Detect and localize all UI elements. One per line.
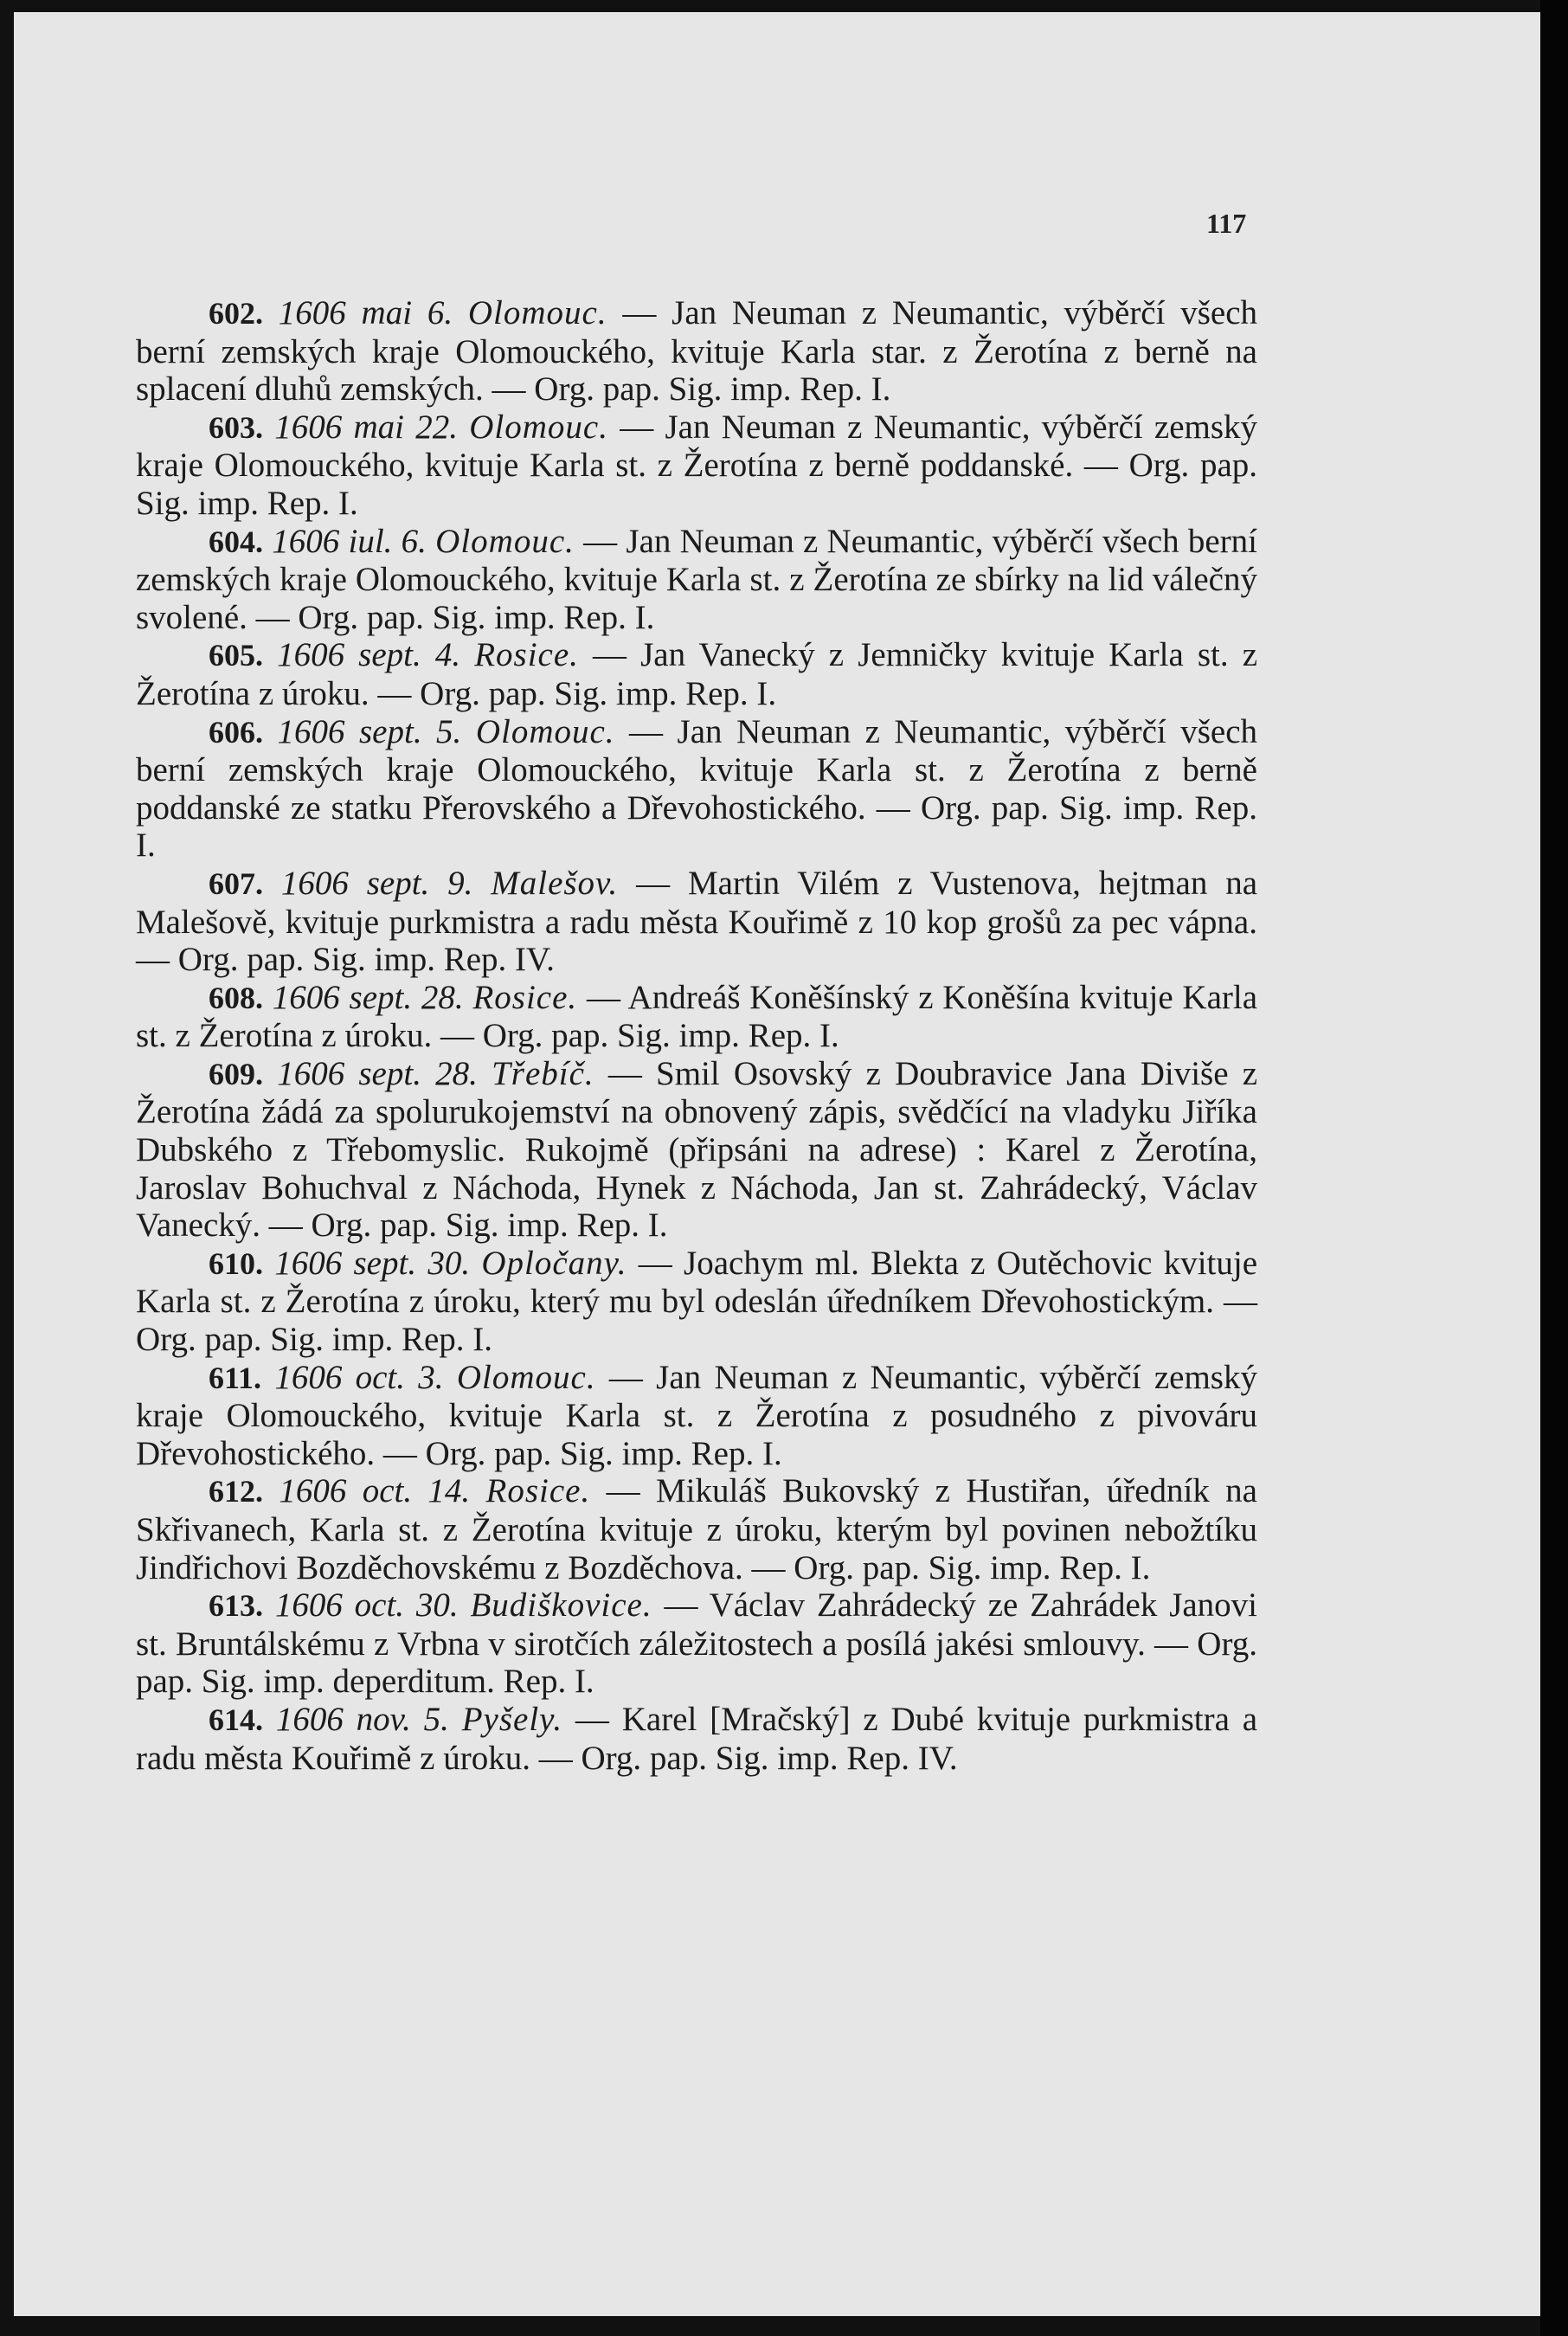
- entry-text: — Jan Neuman z Neumantic, výběrčí všech berní zemských kraje Olomouckého, kvituje Karla st. z Žerotína ze sbírky na lid válečný svolené. — Org. pap. Sig. imp. Rep. I.: [136, 522, 1258, 636]
- entry-date: 1606 oct. 3.: [274, 1358, 444, 1396]
- entry-number: 611.: [209, 1360, 262, 1395]
- entry-609: [136, 1055, 1257, 1245]
- entry-603: [136, 409, 1257, 523]
- entry-text: — Andreáš Koněšínský z Koněšína kvituje Karla st. z Žerotína z úroku. — Org. pap. Sig. imp. Rep. I.: [136, 978, 1258, 1055]
- entry-number: 610.: [209, 1245, 263, 1281]
- entry-date: 1606 oct. 14.: [279, 1472, 471, 1510]
- entry-date: 1606 sept. 28.: [272, 978, 464, 1016]
- entry-number: 605.: [209, 638, 263, 673]
- entry-date: 1606 sept. 5.: [277, 712, 462, 750]
- entry-date: 1606 mai 6.: [278, 294, 453, 331]
- entry-number: 612.: [209, 1474, 263, 1509]
- entry-place: Olomouc.: [467, 294, 607, 331]
- entry-date: 1606 sept. 4.: [277, 636, 461, 674]
- entry-number: 603.: [209, 409, 263, 445]
- entry-614: [136, 1701, 1257, 1777]
- entry-613: [136, 1586, 1257, 1701]
- entry-number: 608.: [209, 980, 263, 1015]
- entry-610: [136, 1245, 1257, 1359]
- entry-text: — Martin Vilém z Vustenova, hejtman na Malešově, kvituje purkmistra a radu města Kouřimě z 10 kop grošů za pec vápna. — Org. pap. Sig. imp. Rep. IV.: [136, 864, 1258, 979]
- entry-text: — Smil Osovský z Doubravice Jana Diviše z Žerotína žádá za spolurukojemství na obnovený zápis, svědčící na vladyku Jiříka Dubského z Třebomyslic. Rukojmě (připsáni na adrese) : Karel z Žerotína, Jaroslav Bohuchval z Náchoda, Hynek z Náchoda, Jan st. Zahrádecký, Václav Vanecký. — Org. pap. Sig. imp. Rep. I.: [136, 1054, 1258, 1245]
- entry-text: — Jan Neuman z Neumantic, výběrčí všech berní zemských kraje Olomouckého, kvituje Karla star. z Žerotína z berně na splacení dluhů zemských. — Org. pap. Sig. imp. Rep. I.: [136, 294, 1258, 409]
- entry-date: 1606 sept. 9.: [280, 864, 473, 902]
- entry-place: Opločany.: [481, 1244, 627, 1282]
- entry-text: — Mikuláš Bukovský z Hustiřan, úředník na Skřivanech, Karla st. z Žerotína kvituje z úroku, kterým byl povinen nebožtíku Jindřichovi Bozděchovskému z Bozděchova. — Org. pap. Sig. imp. Rep. I.: [136, 1472, 1257, 1586]
- entry-place: Třebíč.: [492, 1054, 594, 1092]
- entry-text: — Jan Vanecký z Jemničky kvituje Karla st. z Žerotína z úroku. — Org. pap. Sig. imp. Rep. I.: [136, 636, 1258, 712]
- entry-number: 607.: [209, 866, 263, 901]
- entry-606: [136, 713, 1257, 865]
- entry-place: Olomouc.: [469, 408, 608, 446]
- entry-place: Olomouc.: [475, 712, 615, 750]
- entry-place: Rosice.: [474, 636, 579, 674]
- entry-place: Pyšely.: [461, 1700, 563, 1738]
- page-number: 117: [1206, 208, 1247, 239]
- entry-612: [136, 1472, 1257, 1586]
- entry-text: — Karel [Mračský] z Dubé kvituje purkmistra a radu města Kouřimě z úroku. — Org. pap. Sig. imp. Rep. IV.: [136, 1700, 1258, 1777]
- entry-date: 1606 sept. 30.: [274, 1244, 471, 1282]
- entry-place: Olomouc.: [456, 1358, 596, 1396]
- entry-number: 614.: [209, 1702, 263, 1737]
- entry-text: — Jan Neuman z Neumantic, výběrčí všech berní zemských kraje Olomouckého, kvituje Karla st. z Žerotína z berně poddanské ze statku Přerovského a Dřevohostického. — Org. pap. Sig. imp. Rep. I.: [136, 712, 1258, 865]
- entry-text: — Joachym ml. Blekta z Outěchovic kvituje Karla st. z Žerotína z úroku, který mu byl odeslán úředníkem Dřevohostickým. — Org. pap. Sig. imp. Rep. I.: [136, 1244, 1258, 1359]
- entry-place: Malešov.: [491, 864, 619, 902]
- entry-number: 609.: [209, 1056, 263, 1091]
- entry-607: [136, 865, 1257, 979]
- entry-text: — Jan Neuman z Neumantic, výběrčí zemský kraje Olomouckého, kvituje Karla st. z Žerotína z berně poddanské. — Org. pap. Sig. imp. Rep. I.: [136, 408, 1258, 522]
- entry-number: 602.: [209, 296, 263, 331]
- entry-date: 1606 mai 22.: [274, 408, 458, 446]
- entry-602: [136, 294, 1257, 409]
- entry-text: — Václav Zahrádecký ze Zahrádek Janovi st. Bruntálskému z Vrbna v sirotčích záležitostech a posílá jakési smlouvy. — Org. pap. Sig. imp. deperditum. Rep. I.: [136, 1586, 1258, 1701]
- entry-place: Rosice.: [472, 978, 578, 1016]
- entry-place: Rosice.: [485, 1472, 591, 1510]
- entry-date: 1606 oct. 30.: [274, 1586, 459, 1625]
- scan-right-edge: [1540, 0, 1568, 2336]
- entry-608: [136, 979, 1257, 1055]
- entry-number: 606.: [209, 714, 263, 750]
- entry-text: — Jan Neuman z Neumantic, výběrčí zemský kraje Olomouckého, kvituje Karla st. z Žerotína z posudného z pivováru Dřevohostického. — Org. pap. Sig. imp. Rep. I.: [136, 1358, 1257, 1472]
- entry-604: [136, 523, 1257, 637]
- entry-number: 604.: [209, 524, 263, 559]
- entry-date: 1606 iul. 6.: [272, 522, 427, 560]
- entry-605: [136, 636, 1257, 712]
- entry-611: [136, 1359, 1257, 1473]
- document-page: [14, 12, 1540, 2316]
- entry-date: 1606 sept. 28.: [277, 1054, 478, 1092]
- entry-number: 613.: [209, 1588, 263, 1624]
- regest-list: [136, 294, 1257, 1777]
- entry-place: Olomouc.: [435, 522, 575, 560]
- entry-date: 1606 nov. 5.: [275, 1700, 449, 1738]
- entry-place: Budiškovice.: [470, 1586, 652, 1625]
